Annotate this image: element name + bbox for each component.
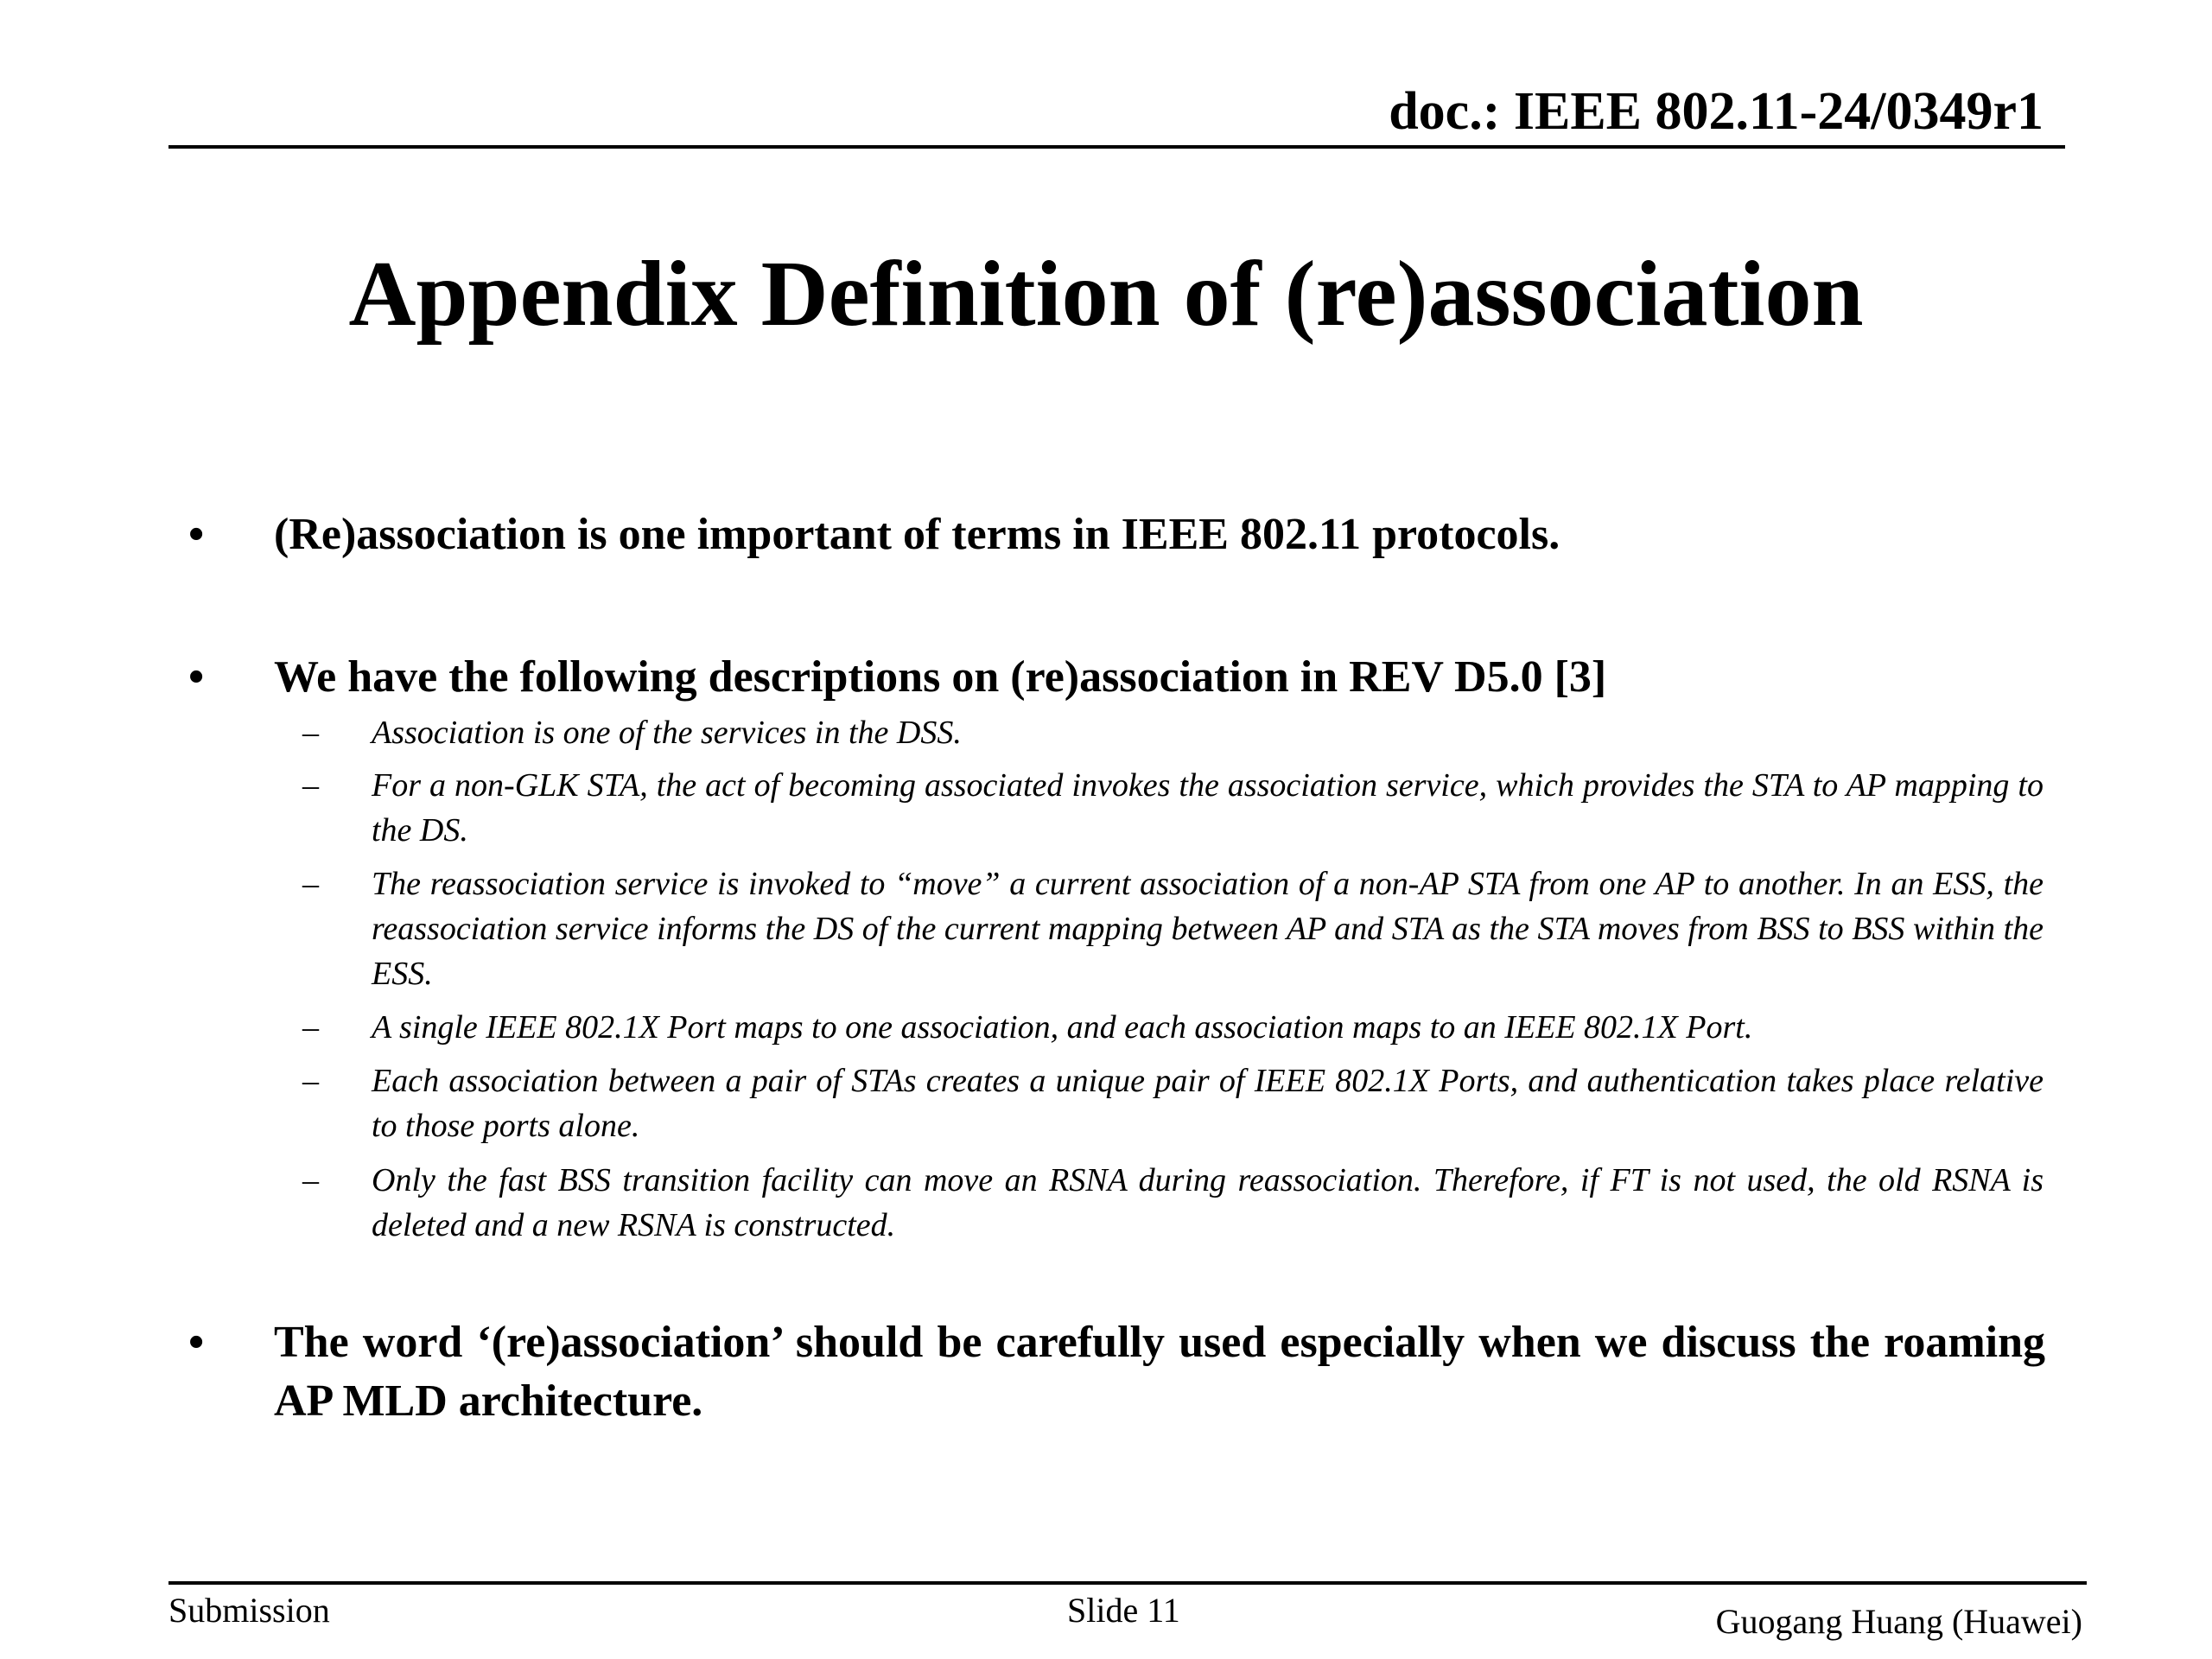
bullet-marker: •	[188, 1318, 205, 1367]
sub-item-text: Each association between a pair of STAs creates a unique pair of IEEE 802.1X Ports, and authentication takes place relative to those ports alone.	[372, 1063, 2044, 1144]
dash-marker: –	[302, 1162, 319, 1198]
sub-item-text: Association is one of the services in the DSS.	[372, 715, 962, 751]
dash-marker: –	[302, 1063, 319, 1099]
dash-marker: –	[302, 767, 319, 804]
bullet-text: (Re)association is one important of terms in IEEE 802.11 protocols.	[274, 510, 1560, 559]
dash-marker: –	[302, 866, 319, 902]
bullet-text: We have the following descriptions on (re)association in REV D5.0 [3]	[274, 652, 1607, 702]
sub-item-text: Only the fast BSS transition facility can move an RSNA during reassociation. Therefore, if FT is not used, the old RSNA is deleted and a new RSNA is constructed.	[372, 1162, 2044, 1243]
dash-marker: –	[302, 1009, 319, 1046]
bullet-text: The word ‘(re)association’ should be carefully used especially when we discuss the roaming AP MLD architecture.	[274, 1318, 2045, 1426]
sub-item-text: The reassociation service is invoked to “move” a current association of a non-AP STA from one AP to another. In an ESS, the reassociation service informs the DS of the current mapping between AP and STA as the STA moves from BSS to BSS within the ESS.	[372, 866, 2044, 992]
slide-title: Appendix Definition of (re)association	[348, 243, 1864, 346]
sub-item-text: A single IEEE 802.1X Port maps to one association, and each association maps to an IEEE 802.1X Port.	[372, 1009, 1753, 1046]
header-rule	[168, 145, 2065, 149]
footer-slide-number: Slide 11	[1067, 1591, 1180, 1630]
header-doc-id: doc.: IEEE 802.11-24/0349r1	[1389, 82, 2044, 141]
dash-marker: –	[302, 715, 319, 751]
bullet-marker: •	[188, 510, 205, 559]
footer-author: Guogang Huang (Huawei)	[1715, 1602, 2082, 1641]
sub-item-text: For a non-GLK STA, the act of becoming associated invokes the association service, which provides the STA to AP mapping to the DS.	[372, 767, 2044, 849]
footer-submission: Submission	[168, 1591, 330, 1630]
bullet-marker: •	[188, 652, 205, 702]
footer-rule	[168, 1581, 2087, 1585]
